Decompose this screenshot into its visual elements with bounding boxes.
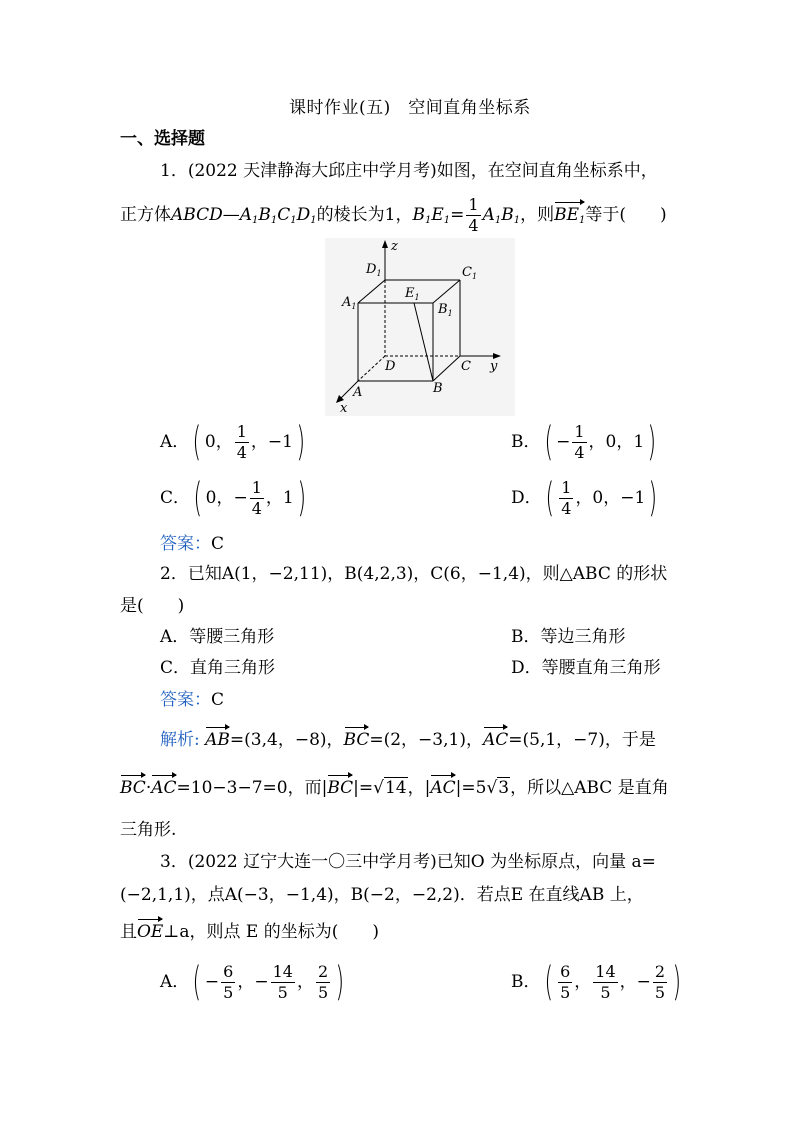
label-A1: $A_1$ <box>342 295 357 311</box>
analysis-2b: |= <box>353 778 374 798</box>
q1-stem-b2: 的棱长为1， <box>316 205 413 225</box>
q3-number: 3． <box>160 852 188 872</box>
q2-option-a[interactable]: A．等腰三角形 <box>160 627 275 647</box>
analysis-2g: ，所以△ABC 是直角 <box>510 778 669 798</box>
option-label: C． <box>160 487 191 508</box>
q3-line1 <box>160 854 656 871</box>
q1-option-d[interactable] <box>511 475 661 521</box>
q2-stem: 已知A(1，−2,11)，B(4,2,3)，C(6，−1,4)，则△ABC 的形状 <box>187 564 668 584</box>
left-paren: ( <box>545 475 554 521</box>
q1-stem-b1: 正方体 <box>120 205 171 225</box>
q3-option-b[interactable]: B． ( $\frac{6}{5}$ ， $\frac{14}{5}$ ，− $\frac{2}{5}$ ) <box>511 959 682 1005</box>
q2-line2: 是( ) <box>120 596 185 616</box>
vector-ac: AC <box>430 778 456 798</box>
option-d-fraction: $\frac{1}{4}$ <box>561 477 572 518</box>
q1-a1b1: $A_1B_1$ <box>482 205 521 226</box>
option-label: B． <box>511 431 541 452</box>
label-C1: $C_1$ <box>462 265 478 281</box>
label-D1: $D_1$ <box>366 262 382 278</box>
q3-stem-3a: 且 <box>120 922 137 942</box>
vector-ac: AC <box>151 778 177 798</box>
q1-source: (2022 天津静海大邱庄中学月考) <box>187 161 437 181</box>
q1-option-b[interactable] <box>511 419 660 465</box>
option-c-fraction: $\frac{1}{4}$ <box>251 477 262 518</box>
option-b-fraction: $\frac{1}{4}$ <box>574 421 585 462</box>
section-heading: 一、选择题 <box>120 129 205 149</box>
right-paren: ) <box>648 475 658 521</box>
q3-line3 <box>120 924 379 941</box>
frac-2: $\frac{14}{5}$ <box>272 961 293 1002</box>
analysis-1b: =(2，−3,1)， <box>369 730 483 750</box>
frac-2: $\frac{14}{5}$ <box>595 961 616 1002</box>
q1-option-c[interactable] <box>160 475 309 521</box>
analysis-2a: =10−3−7=0，而| <box>176 778 328 798</box>
option-label: A． <box>160 971 190 992</box>
analysis-1c: =(5,1，−7)，于是 <box>508 730 656 750</box>
frac-3: $\frac{2}{5}$ <box>317 961 329 1002</box>
q1-dash: — <box>222 205 240 225</box>
left-paren: ( <box>193 475 203 521</box>
q1-cube-figure <box>325 238 515 416</box>
page-title: 课时作业(五) 空间直角坐标系 <box>289 98 531 118</box>
q1-fraction: $\frac{1}{4}$ <box>468 195 479 235</box>
analysis-colon: : <box>194 730 200 750</box>
q2-analysis-line1 <box>160 732 656 749</box>
left-paren: ( <box>544 959 553 1005</box>
q1-stem-b5: 等于( ) <box>585 205 667 225</box>
q1-cube-name: ABCD <box>171 205 223 225</box>
label-y: y <box>490 359 498 374</box>
q3-source: (2022 辽宁大连一〇三中学月考) <box>187 852 437 872</box>
q1-answer <box>160 536 224 553</box>
vector-ac: AC <box>482 730 509 750</box>
q1-option-a[interactable] <box>160 419 309 465</box>
right-paren: ) <box>335 959 345 1005</box>
q2-line1 <box>160 566 667 583</box>
analysis-2d: ，| <box>407 778 431 798</box>
vector-bc: BC <box>343 730 370 750</box>
label-A: A <box>353 385 363 400</box>
option-a-fraction: $\frac{1}{4}$ <box>236 421 247 462</box>
answer-value: C <box>211 534 225 554</box>
option-b-text-a: − <box>556 431 571 452</box>
label-E1: $E_1$ <box>405 286 420 302</box>
answer-label: 答案： <box>160 690 211 710</box>
vector-ab: AB <box>205 730 230 750</box>
left-paren: ( <box>544 419 553 465</box>
q3-stem-3b: ⊥a，则点 E 的坐标为( ) <box>163 922 379 942</box>
q1-equals: = <box>450 205 465 225</box>
answer-label: 答案： <box>160 534 211 554</box>
vector-bc: BC <box>327 778 354 798</box>
label-x: x <box>340 401 348 416</box>
option-a-text-b: ，−1 <box>250 431 293 452</box>
q3-line2: (−2,1,1)，点A(−3，−1,4)，B(−2，−2,2)．若点E 在直线AB 上， <box>120 885 644 905</box>
q3-option-a[interactable]: A． ( − $\frac{6}{5}$ ，− $\frac{14}{5}$ ， $\frac{2}{5}$ ) <box>160 959 345 1005</box>
option-d-text-b: ，0，−1 <box>575 487 646 508</box>
label-C: C <box>461 359 471 374</box>
q1-b1e1: $B_1E_1$ <box>412 205 451 226</box>
q1-cube-vertices: $A_1B_1C_1D_1$ <box>239 205 317 226</box>
frac-1: $\frac{6}{5}$ <box>560 961 571 1002</box>
right-paren: ) <box>297 475 306 521</box>
right-paren: ) <box>672 959 682 1005</box>
label-B: B <box>433 381 443 396</box>
option-label: B． <box>511 971 541 992</box>
frac-1: $\frac{6}{5}$ <box>223 961 234 1002</box>
q1-line1 <box>160 163 658 180</box>
q2-answer <box>160 692 224 709</box>
q1-vector-be1: $BE_1$ <box>554 205 586 226</box>
label-z: z <box>391 239 398 254</box>
option-label: A． <box>160 431 190 452</box>
vector-bc: BC <box>120 778 146 798</box>
answer-value: C <box>211 690 225 710</box>
left-paren: ( <box>192 959 202 1005</box>
q2-number: 2． <box>160 564 188 584</box>
option-a-text-a: 0， <box>204 431 233 452</box>
q1-line2 <box>120 197 667 234</box>
right-paren: ) <box>647 419 657 465</box>
q2-option-b[interactable]: B．等边三角形 <box>511 627 626 647</box>
q1-stem-a: 如图，在空间直角坐标系中， <box>436 161 658 181</box>
right-paren: ) <box>296 419 306 465</box>
q2-option-c[interactable]: C．直角三角形 <box>160 658 276 678</box>
sqrt-3: √3 <box>486 778 510 798</box>
q3-stem-1: 已知O 为坐标原点，向量 a= <box>436 852 656 872</box>
left-paren: ( <box>192 419 202 465</box>
label-D: D <box>385 359 396 374</box>
q1-stem-b4: ，则 <box>520 205 555 225</box>
q1-number: 1． <box>160 161 188 181</box>
analysis-label: 解析 <box>160 730 194 750</box>
sqrt-14: √14 <box>373 778 407 798</box>
q2-option-d[interactable]: D．等腰直角三角形 <box>511 658 661 678</box>
q2-analysis-line2: BC·AC=10−3−7=0，而|BC|=√14，|AC|=5√3，所以△ABC 是直角 <box>120 778 669 798</box>
vector-oe: OE <box>137 922 164 942</box>
option-b-text-b: ，0，1 <box>588 431 645 452</box>
frac-3: $\frac{2}{5}$ <box>654 961 666 1002</box>
option-c-text-a: 0，− <box>205 487 248 508</box>
analysis-2e: |=5 <box>455 778 487 798</box>
q2-analysis-line3: 三角形. <box>120 820 177 840</box>
option-c-text-b: ，1 <box>265 487 294 508</box>
analysis-1a: =(3,4，−8)， <box>229 730 344 750</box>
label-B1: $B_1$ <box>438 302 453 318</box>
option-label: D． <box>511 487 542 508</box>
